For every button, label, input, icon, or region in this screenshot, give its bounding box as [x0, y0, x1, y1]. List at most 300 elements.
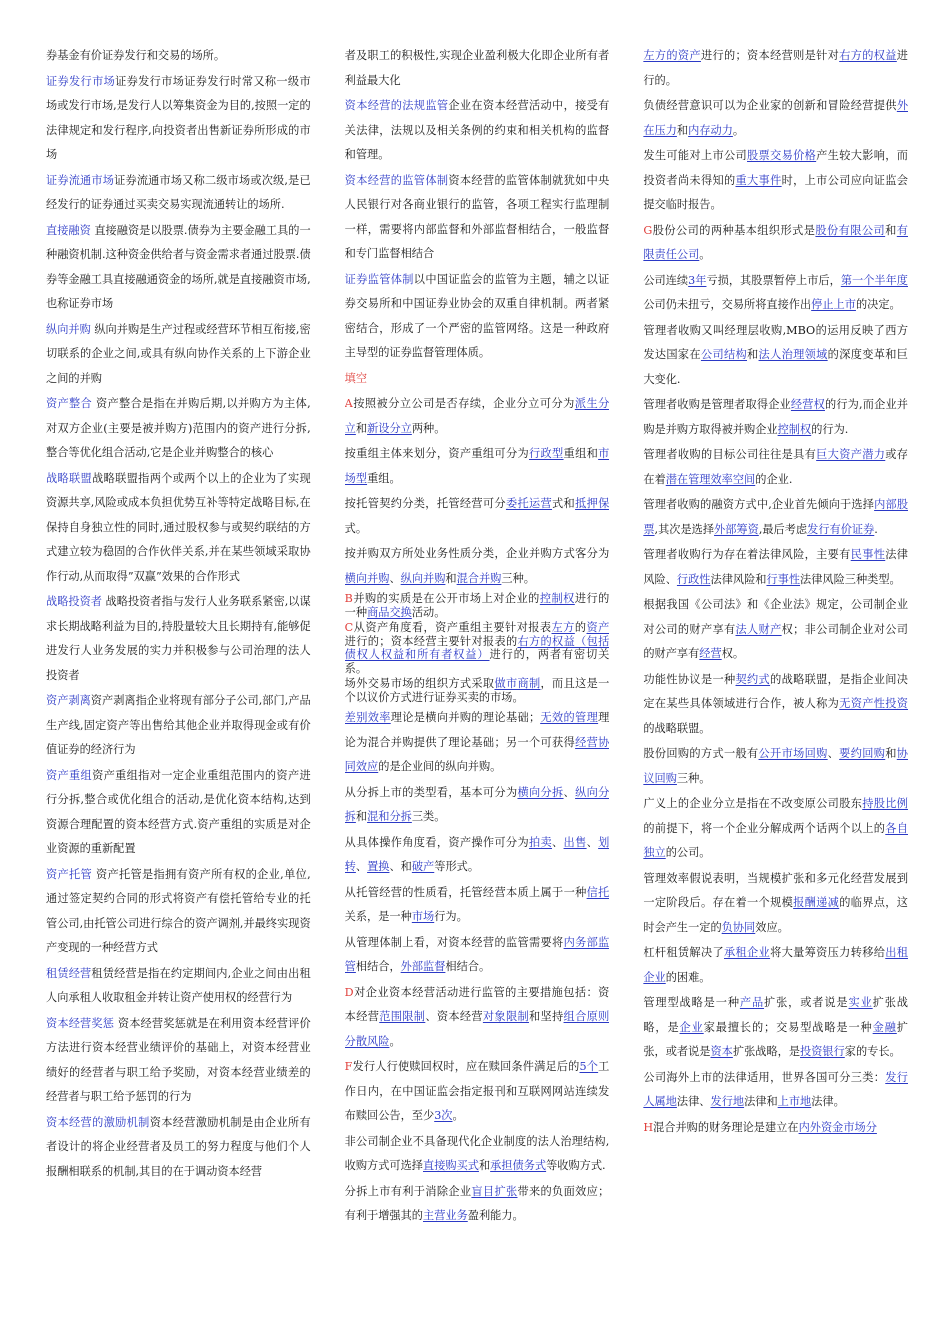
- body-text: 管理者收购是管理者取得企业: [643, 398, 791, 411]
- term-heading: 资产整合: [46, 397, 93, 410]
- fill-in-answer: 外部监督: [400, 960, 446, 973]
- term-heading: 资本经营的监管体制: [344, 173, 449, 187]
- paragraph: [46, 392, 311, 466]
- term-heading: 资本经营的激励机制: [46, 1115, 150, 1129]
- fill-in-answer: 资产: [586, 621, 610, 634]
- paragraph: [643, 543, 908, 592]
- fill-in-answer: 法人治理领域: [758, 348, 828, 361]
- body-text: 。: [389, 1034, 401, 1048]
- term-heading: 租赁经营: [46, 966, 92, 980]
- body-text: 战略联盟指两个或两个以上的企业为了实现资源共享,风险或成本负担优势互补等特定战略目标,在保持自身独立性的同时,通过股权参与或契约联结的方式建立较为稳固的合作伙伴关系,并在某些领域采取协作行动,从而取得”双赢”效果的合作形式: [46, 471, 311, 583]
- term-heading: 证券流通市场: [46, 173, 115, 187]
- term-heading: 资产剥离: [46, 694, 91, 707]
- body-text: 扩张战略，是: [643, 996, 908, 1034]
- paragraph: [643, 269, 908, 318]
- fill-in-answer: 混合并购: [456, 571, 502, 585]
- fill-in-answer: 上市地: [777, 1095, 812, 1108]
- fill-in-answer: 要约回购: [839, 747, 886, 760]
- body-text: 以中国证监会的监管为主题，辅之以证券交易所和中国证券业协会的双重自律机制。两者紧密结合，形成了一个严密的监管网络。这是一种政府主导型的证券监督管理体质。: [344, 272, 610, 359]
- body-text: 权。: [721, 647, 745, 660]
- paragraph: [345, 169, 610, 267]
- paragraph: [46, 219, 311, 317]
- paragraph: [643, 493, 908, 542]
- paragraph: [643, 94, 908, 143]
- body-text: 式和: [552, 497, 576, 510]
- fill-in-answer: 潜在管理效率空间: [665, 472, 756, 486]
- fill-in-answer: 承租企业: [723, 946, 771, 959]
- paragraph: [46, 1012, 311, 1110]
- body-text: 工作日内，在中国证监会指定报刊和互联网网站连续发布赎回公告，至少: [344, 1060, 610, 1122]
- fill-in-answer: 主营业务: [423, 1209, 468, 1222]
- fill-in-answer: 经营协同效应: [344, 735, 610, 773]
- paragraph: [643, 1066, 908, 1115]
- body-text: 公司仍未扭亏，交易所将直接作出: [643, 298, 812, 311]
- body-text: 。: [732, 123, 745, 137]
- paragraph: [345, 1055, 610, 1129]
- fill-in-answer: 停止上市: [811, 298, 856, 311]
- fill-in-answer: 组合原则分散风险: [344, 1010, 610, 1048]
- body-text: 对企业资本经营活动进行监管的主要措施包括：资本经营: [344, 985, 610, 1023]
- body-text: 、资本经营: [425, 1010, 483, 1023]
- body-text: 将大量筹资压力转移给: [770, 946, 886, 959]
- body-text: 权；非公司制企业对公司的财产享有: [643, 622, 908, 660]
- body-text: 家最擅长的；交易型战略是一种: [703, 1020, 873, 1034]
- fill-in-answer: 投资银行: [800, 1045, 845, 1058]
- fill-in-answer: 市场: [411, 910, 435, 923]
- paragraph: [345, 442, 610, 491]
- section-label: F: [344, 1060, 353, 1073]
- paragraph: [345, 268, 610, 366]
- body-text: 相结合，: [355, 960, 401, 973]
- fill-in-answer: 外部筹资: [714, 522, 759, 536]
- fill-in-answer: 直接购买式: [423, 1159, 479, 1172]
- fill-in-answer: 协议回购: [643, 747, 908, 785]
- body-text: 和: [885, 223, 897, 237]
- body-text: 的深度变革和巨大变化.: [643, 348, 908, 386]
- fill-in-answer: 右方的权益: [839, 49, 897, 62]
- body-text: 、: [563, 785, 576, 799]
- column-right: [643, 44, 908, 1344]
- fill-in-answer: 右方的权益（包括债权人权益和所有者权益）: [344, 634, 610, 661]
- section-label: C: [344, 621, 354, 634]
- paragraph: [46, 70, 311, 168]
- body-text: 和坚持: [528, 1010, 564, 1023]
- term-heading: 资本经营的法规监管: [344, 99, 449, 112]
- term-heading: 直接融资: [46, 223, 91, 237]
- fill-in-answer: 有限责任公司: [643, 223, 908, 261]
- paragraph: [46, 169, 311, 218]
- fill-in-answer: 3年: [688, 273, 707, 287]
- body-text: 法律、: [676, 1095, 711, 1108]
- body-text: 等收购方式.: [546, 1159, 606, 1172]
- fill-in-answer: 无效的管理: [540, 711, 599, 724]
- body-text: 、: [389, 571, 401, 585]
- fill-in-answer: 企业: [679, 1020, 704, 1034]
- body-text: 相结合。: [445, 960, 491, 973]
- body-text: 资本经营激励机制是由企业所有者设计的将企业经营者及员工的努力程度与他们个人报酬相联系的机制,其目的在于调动资本经营: [46, 1115, 311, 1178]
- body-text: ,其次是选择: [654, 522, 715, 536]
- fill-in-answer: 无资产性投资: [839, 697, 908, 710]
- body-text: 资产重组指对一定企业重组范围内的资产进行分拆,整合或优化组合的活动,是优化资本结构,达到资源合理配置的资本经营方式.资产重组的实质是对企业资源的重新配置: [46, 768, 311, 855]
- body-text: 的临界点，这时会产生一定的: [643, 896, 908, 934]
- body-text: 产生较大影响，而投资者尚未得知的: [643, 149, 908, 187]
- body-text: 资本经营的监管体制就犹如中央人民银行对各商业银行的监管，各项工程实行监理制一样，需要将内部监督和外部监督相结合，一般监督和专门监督相结合: [344, 173, 610, 260]
- paragraph: [643, 792, 908, 866]
- paragraph: [643, 867, 908, 941]
- fill-in-answer: 信托: [586, 885, 610, 899]
- body-text: 股份公司的两种基本组织形式是: [652, 223, 816, 237]
- body-text: 的决定。: [855, 298, 901, 311]
- body-text: 杠杆租赁解决了: [643, 946, 724, 959]
- fill-in-answer: 内存动力: [688, 123, 733, 137]
- term-heading: 战略联盟: [46, 471, 93, 485]
- body-text: 按并购双方所处业务性质分类，企业并购方式客分为: [344, 547, 610, 560]
- fill-in-answer: 控制权: [777, 422, 812, 436]
- section-label: A: [344, 397, 353, 410]
- paragraph: [643, 742, 908, 791]
- paragraph: [345, 931, 610, 980]
- fill-in-answer: 划转: [344, 835, 610, 873]
- paragraph: [345, 492, 610, 541]
- body-text: 和: [676, 123, 689, 137]
- paragraph: [46, 962, 311, 1011]
- term-heading: 资本经营奖惩: [46, 1016, 115, 1030]
- body-text: 的企业.: [755, 472, 793, 486]
- body-text: 亏损，其股票暂停上市后，: [706, 273, 841, 287]
- fill-in-answer: 盲目扩张: [471, 1184, 518, 1198]
- fill-in-answer: 出租企业: [643, 946, 908, 984]
- body-text: 的行为.: [811, 422, 849, 436]
- fill-in-answer: 持股比例: [862, 797, 908, 810]
- fill-in-answer: 行政性: [676, 572, 711, 586]
- paragraph: [643, 319, 908, 393]
- term-heading: 证券发行市场: [46, 74, 116, 88]
- fill-in-answer: 破产: [411, 860, 435, 873]
- fill-in-answer: 第一个半年度: [840, 273, 908, 287]
- fill-in-answer: 横向并购: [344, 571, 390, 585]
- paragraph: [46, 764, 311, 862]
- fill-in-answer: 契约式: [735, 672, 771, 686]
- fill-in-answer: 控制权: [539, 592, 575, 605]
- body-text: 、: [552, 835, 564, 849]
- fill-in-answer: 范围限制: [379, 1010, 426, 1023]
- fill-in-answer: 3次: [434, 1109, 453, 1122]
- body-text: 两种。: [411, 421, 446, 435]
- fill-in-answer: 发行地: [710, 1095, 745, 1108]
- body-text: 的行为,而企业并购是并购方取得被并购企业: [643, 398, 908, 436]
- body-text: 和: [747, 348, 759, 361]
- body-text: 负债经营意识可以为企业家的创新和冒险经营提供: [643, 99, 897, 112]
- fill-in-answer: 行政型: [528, 447, 564, 460]
- paragraph: [46, 590, 311, 688]
- body-text: 的前提下，将一个企业分解成两个话两个以上的: [643, 821, 886, 835]
- body-text: 理论为混合并购提供了理论基础；另一个可获得: [344, 711, 610, 749]
- body-text: 。: [452, 1109, 464, 1122]
- body-text: 从管理体制上看，对资本经营的监管需要将: [344, 935, 564, 949]
- paragraph: [345, 781, 610, 830]
- body-text: 法律风险、: [643, 548, 908, 586]
- paragraph: [46, 467, 311, 590]
- fill-in-answer: 报酬递减: [793, 896, 840, 909]
- body-text: 和: [885, 747, 897, 760]
- paragraph: [345, 1180, 610, 1229]
- paragraph: [643, 593, 908, 667]
- fill-in-answer: 经营: [699, 647, 722, 660]
- fill-in-answer: 做市商制: [494, 677, 541, 690]
- paragraph: [345, 621, 610, 675]
- body-text: 公司连续: [643, 273, 689, 287]
- body-text: 扩张，或者说是: [764, 996, 849, 1009]
- body-text: 直接融资是以股票.债券为主要金融工具的一种融资机制.这种资金供给者与资金需求者通过股票.债券等金融工具直接融通资金的场所,就是直接融资市场,也称证券市场: [46, 223, 311, 310]
- body-text: 从分拆上市的类型看，基本可分为: [344, 785, 518, 799]
- fill-in-answer: 左方: [551, 621, 575, 634]
- term-heading: 证券监管体制: [344, 272, 414, 286]
- body-text: 按重组主体来划分，资产重组可分为: [344, 447, 529, 460]
- fill-in-answer: 负协同: [721, 920, 756, 934]
- body-text: 扩张，或者说是: [643, 1020, 908, 1058]
- body-text: 进行的；资本经营主要针对报表的: [344, 634, 518, 648]
- fill-in-answer: 发行人属地: [643, 1070, 908, 1108]
- fill-in-answer: 公司结构: [700, 348, 748, 361]
- fill-in-answer: 派生分立: [344, 397, 610, 435]
- paragraph: [345, 392, 610, 441]
- body-text: 进行的，两者有密切关系。: [344, 648, 610, 675]
- fill-in-answer: 实业: [848, 996, 873, 1009]
- fill-in-answer: 承担债务式: [490, 1159, 547, 1172]
- body-text: 三种。: [676, 771, 711, 785]
- body-text: 法律。: [811, 1095, 845, 1108]
- fill-in-answer: 差别效率: [344, 711, 391, 724]
- body-text: 者及职工的积极性,实现企业盈利极大化即企业所有者利益最大化: [344, 49, 610, 87]
- paragraph: [345, 677, 610, 704]
- body-text: 证券流通市场又称二级市场或次级,是已经发行的证券通过买卖交易实现流通转让的场所.: [46, 173, 311, 211]
- fill-in-answer: 置换: [367, 860, 390, 873]
- body-text: 法律和: [744, 1095, 778, 1108]
- body-text: 资本经营奖惩就是在利用资本经营评价方法进行资本经营业绩评价的基础上，对资本经营业绩好的经营者与职工给予奖励，对资本经营业绩差的经营者与职工给予惩罚的行为: [46, 1016, 311, 1103]
- fill-in-answer: 拍卖: [528, 835, 553, 849]
- paragraph: [46, 44, 311, 69]
- fill-in-answer: 内务部监管: [344, 935, 610, 973]
- body-text: 扩张战略，是: [732, 1045, 801, 1058]
- body-text: 时，上市公司应向证监会提交临时报告。: [643, 173, 908, 211]
- paragraph: [345, 367, 610, 392]
- body-text: 的战略联盟。: [643, 721, 711, 735]
- body-text: 、: [586, 835, 599, 849]
- fill-in-answer: 金融: [872, 1020, 897, 1034]
- fill-in-answer: 资本: [710, 1045, 733, 1058]
- fill-in-answer: 横向分拆: [517, 785, 564, 799]
- section-label: H: [643, 1120, 654, 1134]
- paragraph: [643, 144, 908, 218]
- body-text: .: [874, 522, 878, 536]
- body-text: 从具体操作角度看，资产操作可分为: [344, 835, 529, 849]
- term-heading: 资产托管: [46, 867, 93, 881]
- body-text: 资产整合是指在并购后期,以并购方为主体,对双方企业(主要是被并购方)范围内的资产进行分拆,整合等优化组合活动,它是企业并购整合的核心: [46, 397, 311, 459]
- fill-in-answer: 内部股票: [643, 498, 909, 536]
- paragraph: [345, 542, 610, 591]
- fill-in-answer: 商品交换: [367, 605, 412, 619]
- fill-in-answer: 各自独立: [643, 821, 908, 859]
- body-text: 等形式。: [434, 860, 480, 873]
- body-text: 、: [355, 860, 368, 873]
- fill-in-answer: 纵向并购: [400, 571, 446, 585]
- body-text: 从资产角度看，资产重组主要针对报表: [353, 621, 552, 634]
- paragraph: [345, 881, 610, 930]
- column-left: [46, 44, 311, 1344]
- fill-in-answer: 抵押保: [575, 497, 610, 510]
- body-text: 三种。: [501, 571, 535, 585]
- body-text: 管理者收购的融资方式中,企业首先倾向于选择: [643, 498, 875, 511]
- paragraph: [643, 44, 908, 93]
- body-text: 公司海外上市的法律适用，世界各国可分三类：: [643, 1070, 886, 1084]
- body-text: 的困难。: [665, 970, 711, 984]
- fill-in-answer: 混和分拆: [367, 810, 412, 823]
- fill-in-answer: 内外资金市场分: [798, 1120, 877, 1134]
- body-text: 场外交易市场的组织方式采取: [344, 677, 495, 690]
- body-text: 发生可能对上市公司: [643, 149, 748, 162]
- paragraph: [46, 1111, 311, 1185]
- fill-in-answer: 重大事件: [735, 173, 782, 187]
- paragraph: [643, 219, 908, 268]
- body-text: 活动。: [411, 605, 446, 619]
- body-text: 的战略联盟，是指企业间决定在某些具体领域进行合作，被人称为: [643, 672, 908, 710]
- fill-in-answer: 市场型: [344, 447, 610, 485]
- term-heading: 资产重组: [46, 768, 93, 782]
- fill-in-answer: 左方的资产: [643, 49, 701, 62]
- body-text: 券基金有价证券发行和交易的场所。: [46, 49, 226, 62]
- paragraph: [345, 94, 610, 168]
- column-middle: [345, 44, 610, 1344]
- body-text: 证券发行市场证券发行时常又称一级市场或发行市场,是发行人以筹集资金为目的,按照一定的法律规定和发行程序,向投资者出售新证券所形成的市场: [46, 74, 311, 161]
- body-text: 并购的实质是在公开市场上对企业的: [352, 592, 540, 605]
- body-text: 从托管经营的性质看，托管经营本质上属于一种: [344, 885, 587, 899]
- paragraph: [643, 393, 908, 442]
- body-text: 式。: [344, 521, 368, 535]
- body-text: 资产剥离指企业将现有部分子公司,部门,产品生产线,固定资产等出售给其他企业并取得现金或有价值证券的经济行为: [46, 694, 311, 756]
- body-text: 进行的；资本经营则是针对: [700, 49, 840, 62]
- body-text: 、和: [389, 860, 412, 873]
- paragraph: [345, 706, 610, 780]
- body-text: 广义上的企业分立是指在不改变原公司股东: [643, 797, 863, 810]
- body-text: 资产托管是指拥有资产所有权的企业,单位,通过签定契约合同的形式将资产有偿托管给专业的托管公司,由托管公司进行综合的资产调剂,并最终实现资产变现的一种经营方式: [46, 867, 311, 954]
- body-text: 管理型战略是一种: [643, 996, 740, 1009]
- body-text: 行为。: [434, 910, 468, 923]
- body-text: ,最后考虑: [758, 522, 808, 536]
- body-text: 三类。: [411, 810, 446, 823]
- body-text: 发行人行使赎回权时，应在赎回条件满足后的: [352, 1060, 580, 1073]
- fill-in-answer: 法人财产: [735, 622, 782, 636]
- term-heading: 战略投资者: [46, 595, 102, 608]
- fill-in-answer: 经营权: [790, 398, 825, 411]
- term-heading: 纵向并购: [46, 322, 91, 336]
- body-text: 管理效率假说表明，当规模扩张和多元化经营发展到一定阶段后。存在着一个规模: [643, 871, 909, 909]
- body-text: 管理者收购的目标公司往往是具有: [643, 448, 817, 461]
- body-text: 。: [699, 248, 711, 261]
- body-text: 进行的一种: [344, 592, 610, 619]
- body-text: 法律风险三种类型。: [800, 572, 901, 586]
- body-text: 家的专长。: [844, 1045, 901, 1058]
- paragraph: [643, 991, 908, 1065]
- paragraph: [345, 44, 610, 93]
- body-text: 混合并购的财务理论是建立在: [653, 1120, 799, 1134]
- body-text: 关系，是一种: [344, 910, 412, 923]
- body-text: 重组。: [367, 471, 401, 485]
- body-text: 纵向并购是生产过程或经营环节相互衔接,密切联系的企业之间,或具有纵向协作关系的上下游企业之间的并购: [46, 322, 311, 385]
- body-text: 法律风险和: [710, 572, 767, 586]
- paragraph: [46, 318, 311, 392]
- body-text: 管理者收购又叫经理层收购,MBO的运用反映了西方发达国家在: [643, 323, 909, 361]
- fill-in-answer: 民事性: [850, 548, 886, 561]
- body-text: 重组和: [563, 447, 599, 460]
- fill-in-answer: 股票交易价格: [747, 149, 817, 162]
- body-text: 或存在着: [643, 448, 908, 486]
- body-text: 理论是横向并购的理论基础；: [390, 711, 541, 724]
- body-text: 和: [478, 1159, 491, 1172]
- section-label: D: [344, 985, 354, 999]
- paragraph: [345, 981, 610, 1055]
- body-text: 租赁经营是指在约定期间内,企业之间由出租人向承租人收取租金并转让资产使用权的经营行为: [46, 966, 311, 1004]
- fill-in-answer: 纵向分拆: [344, 785, 610, 823]
- paragraph: [643, 941, 908, 990]
- fill-in-answer: 对象限制: [482, 1010, 529, 1023]
- body-text: 的: [574, 621, 587, 634]
- body-text: 的公司。: [665, 846, 711, 859]
- fill-in-answer: 发行有价证券: [807, 522, 875, 536]
- body-text: 非公司制企业不具备现代化企业制度的法人治理结构,收购方式可选择: [344, 1134, 610, 1172]
- paragraph: [643, 443, 908, 492]
- body-text: 功能性协议是一种: [643, 672, 736, 686]
- fill-in-answer: 股份有限公司: [815, 223, 886, 237]
- paragraph: [643, 668, 908, 742]
- paragraph: [46, 689, 311, 763]
- section-label: G: [643, 223, 653, 237]
- body-text: 、: [827, 747, 840, 760]
- body-text: 股份回购的方式一般有: [643, 747, 759, 760]
- body-text: 效应。: [755, 920, 789, 934]
- section-label: 填空: [344, 371, 368, 385]
- fill-in-answer: 新设分立: [367, 421, 412, 435]
- section-label: B: [344, 592, 353, 605]
- body-text: 分拆上市有利于消除企业: [344, 1184, 472, 1198]
- body-text: 和: [445, 571, 457, 585]
- body-text: 盈利能力。: [467, 1209, 524, 1222]
- fill-in-answer: 产品: [739, 996, 765, 1009]
- paragraph: [345, 1130, 610, 1179]
- body-text: 根据我国《公司法》和《企业法》规定，公司制企业对公司的财产享有: [643, 598, 909, 636]
- paragraph: [643, 1116, 908, 1141]
- fill-in-answer: 委托运营: [505, 497, 553, 510]
- paragraph: [345, 592, 610, 619]
- fill-in-answer: 行事性: [766, 572, 801, 586]
- body-text: 和: [355, 810, 368, 823]
- fill-in-answer: 5个: [579, 1060, 599, 1073]
- body-text: 带来的负面效应；有利于增强其的: [344, 1184, 610, 1222]
- body-text: 战略投资者指与发行人业务联系紧密,以谋求长期战略利益为目的,持股量较大且长期持有,能够促进发行人业务发展的实力并积极参与公司治理的法人投资者: [46, 595, 311, 682]
- paragraph: [46, 863, 311, 961]
- body-text: 的是企业间的纵向并购。: [378, 760, 502, 773]
- fill-in-answer: 公开市场回购: [758, 747, 828, 760]
- body-text: ，而且这是一个以议价方式进行证券买卖的市场。: [344, 677, 610, 704]
- fill-in-answer: 外在压力: [643, 99, 909, 137]
- fill-in-answer: 巨大资产潜力: [816, 448, 886, 461]
- body-text: 管理者收购行为存在着法律风险，主要有: [643, 548, 851, 561]
- body-text: 企业在资本经营活动中，接受有关法律，法规以及相关条例的约束和相关机构的监督和管理。: [344, 99, 610, 161]
- body-text: 和: [355, 421, 368, 435]
- body-text: 进行的。: [643, 49, 908, 87]
- body-text: 按托管契约分类，托管经营可分: [344, 497, 506, 510]
- fill-in-answer: 出售: [563, 835, 587, 849]
- paragraph: [345, 831, 610, 880]
